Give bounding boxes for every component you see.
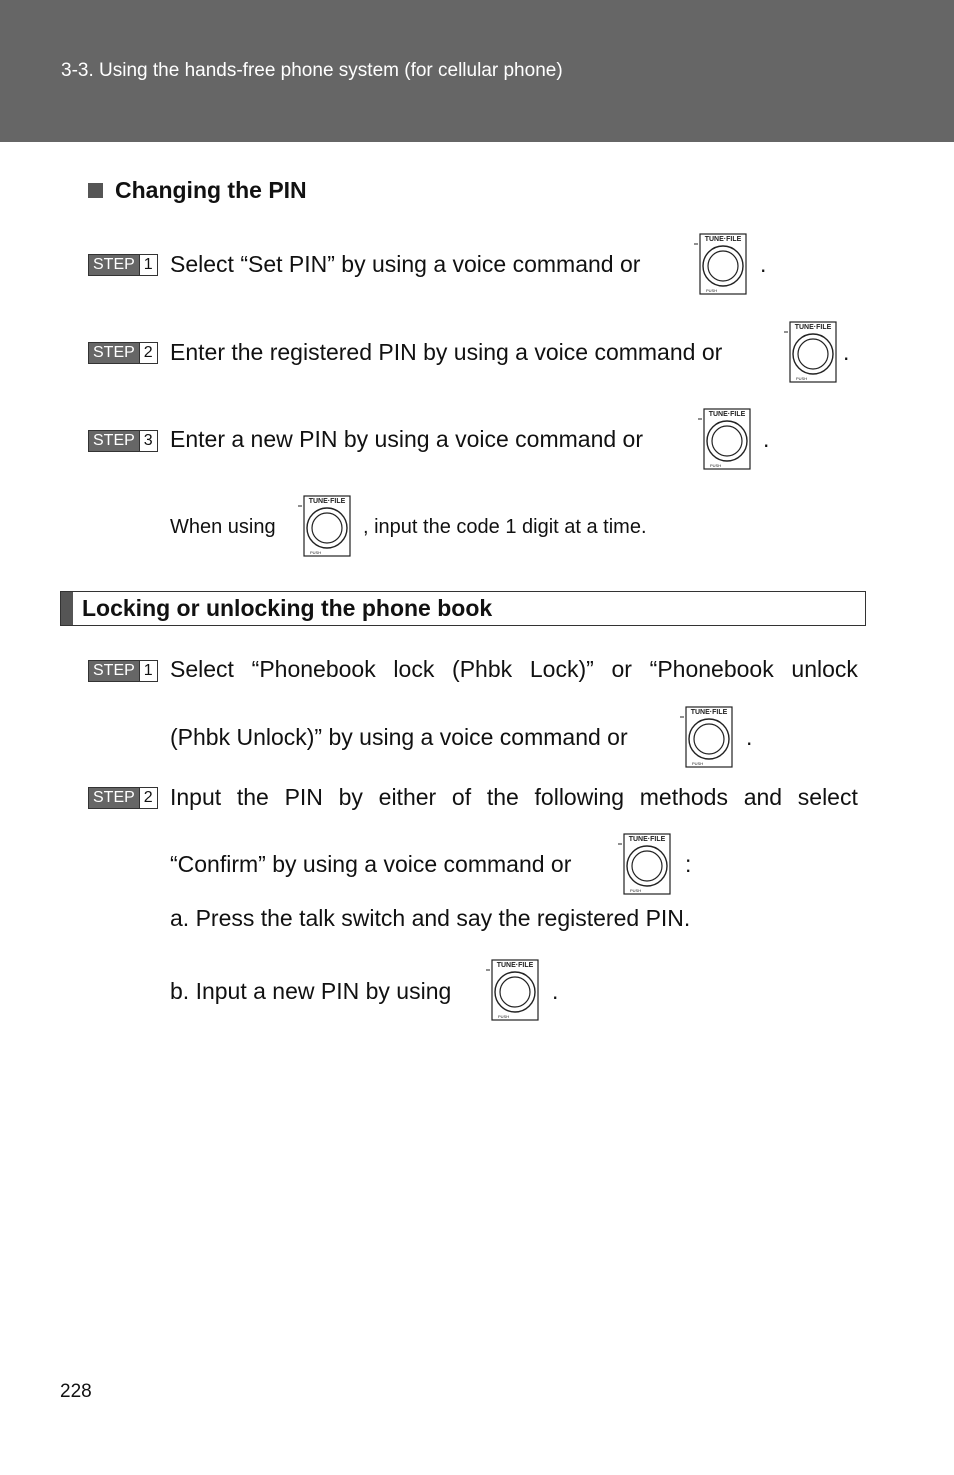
changing-pin-heading bbox=[88, 177, 307, 204]
tune-file-knob-icon bbox=[782, 320, 838, 384]
word: Select bbox=[170, 656, 234, 682]
word: following bbox=[534, 784, 625, 810]
word: unlock bbox=[791, 656, 858, 682]
word: and bbox=[743, 784, 783, 810]
step-label: STEP bbox=[89, 255, 139, 275]
page-header bbox=[0, 0, 954, 142]
section-bar bbox=[61, 592, 73, 625]
section-header bbox=[60, 591, 866, 626]
step-label: STEP bbox=[89, 343, 139, 363]
word: PIN bbox=[284, 784, 323, 810]
step-text: Enter the registered PIN by using a voice command or bbox=[170, 339, 723, 365]
word: Lock)” bbox=[529, 656, 594, 682]
tune-file-knob-icon bbox=[678, 705, 734, 769]
page-number: 228 bbox=[60, 1381, 92, 1402]
step-badge bbox=[88, 254, 158, 276]
section-title: Locking or unlocking the phone book bbox=[82, 595, 493, 621]
word: “Phonebook bbox=[251, 656, 376, 682]
step-label: STEP bbox=[89, 788, 139, 808]
tune-file-knob-icon bbox=[616, 832, 672, 896]
step-end: . bbox=[763, 426, 770, 452]
word: by bbox=[338, 784, 363, 810]
step-text-line1 bbox=[170, 656, 858, 683]
option-a: a. Press the talk switch and say the registered PIN. bbox=[170, 905, 691, 931]
step-badge bbox=[88, 342, 158, 364]
step-number: 2 bbox=[139, 343, 157, 363]
step-badge bbox=[88, 660, 158, 682]
step-number: 1 bbox=[139, 255, 157, 275]
word: either bbox=[378, 784, 437, 810]
word: “Phonebook bbox=[649, 656, 774, 682]
step-text: Select “Set PIN” by using a voice command or bbox=[170, 251, 641, 277]
tune-file-knob-icon bbox=[296, 494, 352, 558]
word: the bbox=[486, 784, 519, 810]
step-end: : bbox=[685, 851, 692, 877]
word: the bbox=[236, 784, 269, 810]
word: methods bbox=[639, 784, 728, 810]
note-text: When using bbox=[170, 516, 276, 538]
option-b-end: . bbox=[552, 978, 559, 1004]
breadcrumb: 3-3. Using the hands-free phone system (for cellular phone) bbox=[61, 60, 563, 81]
step-label: STEP bbox=[89, 661, 139, 681]
word: of bbox=[451, 784, 472, 810]
step-end: . bbox=[760, 251, 767, 277]
step-text-line2: “Confirm” by using a voice command or bbox=[170, 851, 572, 877]
word: or bbox=[611, 656, 632, 682]
step-end: . bbox=[843, 339, 850, 365]
step-label: STEP bbox=[89, 431, 139, 451]
changing-pin-title: Changing the PIN bbox=[115, 177, 307, 203]
step-text: Enter a new PIN by using a voice command or bbox=[170, 426, 644, 452]
step-badge bbox=[88, 787, 158, 809]
step-text-line1 bbox=[170, 784, 858, 811]
note-text: , input the code 1 digit at a time. bbox=[363, 516, 647, 538]
square-bullet-icon bbox=[88, 183, 103, 198]
tune-file-knob-icon bbox=[484, 958, 540, 1022]
step-badge bbox=[88, 430, 158, 452]
word: (Phbk bbox=[452, 656, 513, 682]
word: Input bbox=[170, 784, 222, 810]
step-number: 2 bbox=[139, 788, 157, 808]
step-number: 3 bbox=[139, 431, 157, 451]
word: lock bbox=[393, 656, 435, 682]
step-end: . bbox=[746, 724, 753, 750]
tune-file-knob-icon bbox=[696, 407, 752, 471]
tune-file-knob-icon bbox=[692, 232, 748, 296]
step-number: 1 bbox=[139, 661, 157, 681]
option-b: b. Input a new PIN by using bbox=[170, 978, 452, 1004]
word: select bbox=[797, 784, 858, 810]
step-text-line2: (Phbk Unlock)” by using a voice command or bbox=[170, 724, 628, 750]
